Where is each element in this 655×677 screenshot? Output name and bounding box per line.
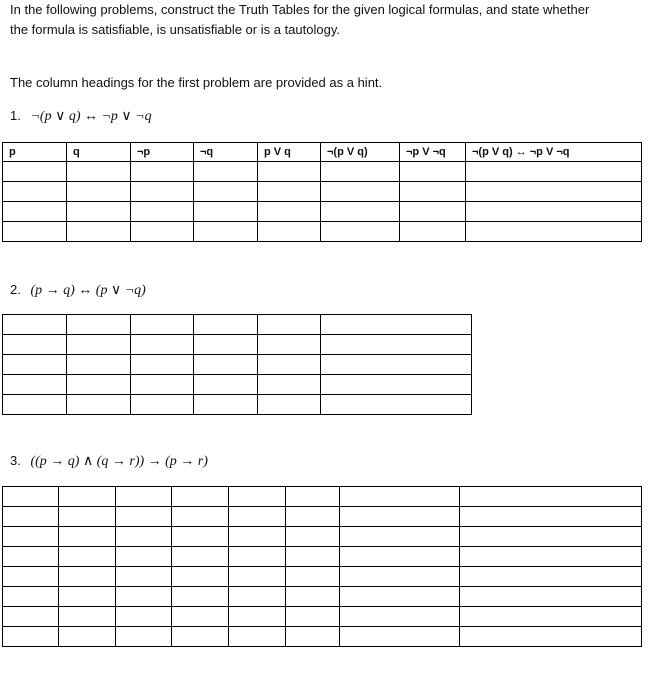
table-1-header-q: q [67,143,131,162]
table-3-cell[interactable] [460,487,642,507]
table-3-cell[interactable] [59,527,116,547]
table-1-cell[interactable] [67,182,131,202]
table-2-cell[interactable] [194,375,258,395]
table-3-cell[interactable] [172,587,229,607]
table-3-cell[interactable] [460,627,642,647]
table-3-cell[interactable] [460,607,642,627]
table-row [3,335,472,355]
table-1-cell[interactable] [258,162,321,182]
table-1-cell[interactable] [67,222,131,242]
problem-3-formula: ((p → q) ∧ (q → r)) → (p → r) [30,454,208,469]
table-3-cell[interactable] [460,527,642,547]
table-1-cell[interactable] [131,182,194,202]
table-3-cell[interactable] [172,607,229,627]
table-row [3,587,642,607]
truth-table-1 [2,142,642,242]
table-2-cell[interactable] [258,375,321,395]
table-1-cell[interactable] [258,182,321,202]
table-1-cell[interactable] [67,202,131,222]
table-1-cell[interactable] [131,162,194,182]
table-3-cell[interactable] [286,607,340,627]
table-row [3,355,472,375]
table-3-cell[interactable] [3,567,59,587]
table-1-header-not-q: ¬q [194,143,258,162]
table-3-cell[interactable] [59,607,116,627]
table-row [3,627,642,647]
table-row [3,162,642,182]
table-2-cell[interactable] [131,375,194,395]
table-2-cell[interactable] [131,315,194,335]
table-2-cell[interactable] [258,335,321,355]
problem-2-formula: (p → q) ↔ (p ∨ ¬q) [30,283,146,298]
table-2-cell[interactable] [67,315,131,335]
problem-1-heading [10,107,152,126]
table-3-cell[interactable] [229,547,286,567]
table-3-cell[interactable] [460,567,642,587]
truth-table-3 [2,486,642,647]
table-row [3,222,642,242]
table-3-cell[interactable] [286,587,340,607]
table-3-cell[interactable] [3,507,59,527]
instructions-line-2: the formula is satisfiable, is unsatisfiable or is a tautology. [10,22,340,37]
table-2-cell[interactable] [3,375,67,395]
table-1-cell[interactable] [400,182,466,202]
table-3-cell[interactable] [229,627,286,647]
table-2-cell[interactable] [3,355,67,375]
instructions-line-1: In the following problems, construct the Truth Tables for the given logical formulas, and state whether [10,2,590,17]
table-3-cell[interactable] [340,567,460,587]
hint-text: The column headings for the first problem are provided as a hint. [10,75,383,90]
table-1-cell[interactable] [258,202,321,222]
table-1-cell[interactable] [466,182,642,202]
table-3-cell[interactable] [172,507,229,527]
table-3-cell[interactable] [172,627,229,647]
table-row [3,487,642,507]
table-2-cell[interactable] [258,315,321,335]
table-1-cell[interactable] [321,202,400,222]
table-3-cell[interactable] [229,567,286,587]
table-1-cell[interactable] [3,162,67,182]
table-1-cell[interactable] [466,222,642,242]
table-2-cell[interactable] [194,355,258,375]
table-1-cell[interactable] [400,202,466,222]
table-2-cell[interactable] [321,355,472,375]
table-2-cell[interactable] [321,335,472,355]
table-1-cell[interactable] [321,162,400,182]
table-row [3,567,642,587]
table-3-cell[interactable] [286,527,340,547]
table-3-cell[interactable] [3,527,59,547]
table-3-cell[interactable] [59,627,116,647]
table-2-cell[interactable] [67,355,131,375]
table-3-cell[interactable] [172,527,229,547]
table-1-cell[interactable] [194,162,258,182]
table-1-cell[interactable] [321,222,400,242]
table-3-cell[interactable] [286,567,340,587]
table-3-cell[interactable] [116,487,172,507]
table-1-header-p-or-q: p V q [258,143,321,162]
instructions [10,0,640,40]
table-3-cell[interactable] [3,487,59,507]
table-1-cell[interactable] [321,182,400,202]
table-2-cell[interactable] [194,315,258,335]
table-2-cell[interactable] [321,395,472,415]
table-2-cell[interactable] [67,395,131,415]
table-1-header-biconditional: ¬(p V q) ↔ ¬p V ¬q [466,143,642,162]
table-3-cell[interactable] [172,547,229,567]
table-row [3,527,642,547]
table-row [3,182,642,202]
table-3-cell[interactable] [460,587,642,607]
table-3-cell[interactable] [229,587,286,607]
table-2-cell[interactable] [131,355,194,375]
table-3-cell[interactable] [59,547,116,567]
table-3-cell[interactable] [116,507,172,527]
table-row [3,607,642,627]
table-1-header-not-p: ¬p [131,143,194,162]
table-3-cell[interactable] [286,547,340,567]
table-1-cell[interactable] [400,162,466,182]
problem-3-heading [10,452,208,471]
table-3-cell[interactable] [286,487,340,507]
table-2-cell[interactable] [258,355,321,375]
table-1-cell[interactable] [3,202,67,222]
table-3-cell[interactable] [460,507,642,527]
table-1-cell[interactable] [466,202,642,222]
table-3-cell[interactable] [340,607,460,627]
table-3-cell[interactable] [116,587,172,607]
table-row [3,315,472,335]
table-row [3,375,472,395]
table-1-cell[interactable] [194,222,258,242]
table-2-cell[interactable] [194,395,258,415]
table-3-cell[interactable] [340,587,460,607]
table-3-cell[interactable] [340,527,460,547]
truth-table-2 [2,314,472,415]
table-3-cell[interactable] [116,527,172,547]
table-1-cell[interactable] [3,222,67,242]
table-3-cell[interactable] [340,487,460,507]
table-3-cell[interactable] [229,527,286,547]
table-2-cell[interactable] [258,395,321,415]
table-2-cell[interactable] [67,375,131,395]
table-1-cell[interactable] [466,162,642,182]
table-2-cell[interactable] [321,315,472,335]
table-1-cell[interactable] [67,162,131,182]
table-1-header-not-p-or-not-q: ¬p V ¬q [400,143,466,162]
table-3-cell[interactable] [172,487,229,507]
table-3-cell[interactable] [229,507,286,527]
table-row [3,395,472,415]
table-3-cell[interactable] [3,607,59,627]
table-3-cell[interactable] [460,547,642,567]
table-1-cell[interactable] [400,222,466,242]
table-3-cell[interactable] [59,487,116,507]
table-3-cell[interactable] [3,587,59,607]
table-1-header-p: p [3,143,67,162]
problem-1-formula: ¬(p ∨ q) ↔ ¬p ∨ ¬q [30,109,152,124]
table-2-cell[interactable] [3,315,67,335]
table-3-cell[interactable] [59,587,116,607]
table-3-cell[interactable] [116,547,172,567]
table-3-cell[interactable] [286,507,340,527]
problem-2-heading [10,281,146,300]
table-row [3,547,642,567]
table-1-cell[interactable] [131,202,194,222]
table-3-cell[interactable] [59,567,116,587]
table-3-cell[interactable] [59,507,116,527]
table-2-cell[interactable] [194,335,258,355]
table-2-cell[interactable] [3,395,67,415]
table-1-header-not-p-or-q: ¬(p V q) [321,143,400,162]
table-3-cell[interactable] [116,627,172,647]
table-3-cell[interactable] [229,487,286,507]
table-2-cell[interactable] [3,335,67,355]
table-3-cell[interactable] [340,507,460,527]
table-1-cell[interactable] [3,182,67,202]
problem-3-number: 3. [10,453,21,468]
table-1-cell[interactable] [258,222,321,242]
table-1-cell[interactable] [131,222,194,242]
table-1-cell[interactable] [194,202,258,222]
table-3-cell[interactable] [340,627,460,647]
table-3-cell[interactable] [172,567,229,587]
table-3-cell[interactable] [3,627,59,647]
table-2-cell[interactable] [67,335,131,355]
table-2-cell[interactable] [131,335,194,355]
table-1-header-row [3,143,642,162]
table-2-cell[interactable] [321,375,472,395]
table-3-cell[interactable] [116,607,172,627]
table-3-cell[interactable] [116,567,172,587]
table-row [3,202,642,222]
table-3-cell[interactable] [3,547,59,567]
table-2-cell[interactable] [131,395,194,415]
table-row [3,507,642,527]
table-1-cell[interactable] [194,182,258,202]
table-3-cell[interactable] [229,607,286,627]
table-3-cell[interactable] [340,547,460,567]
problem-2-number: 2. [10,282,21,297]
problem-1-number: 1. [10,108,21,123]
table-3-cell[interactable] [286,627,340,647]
